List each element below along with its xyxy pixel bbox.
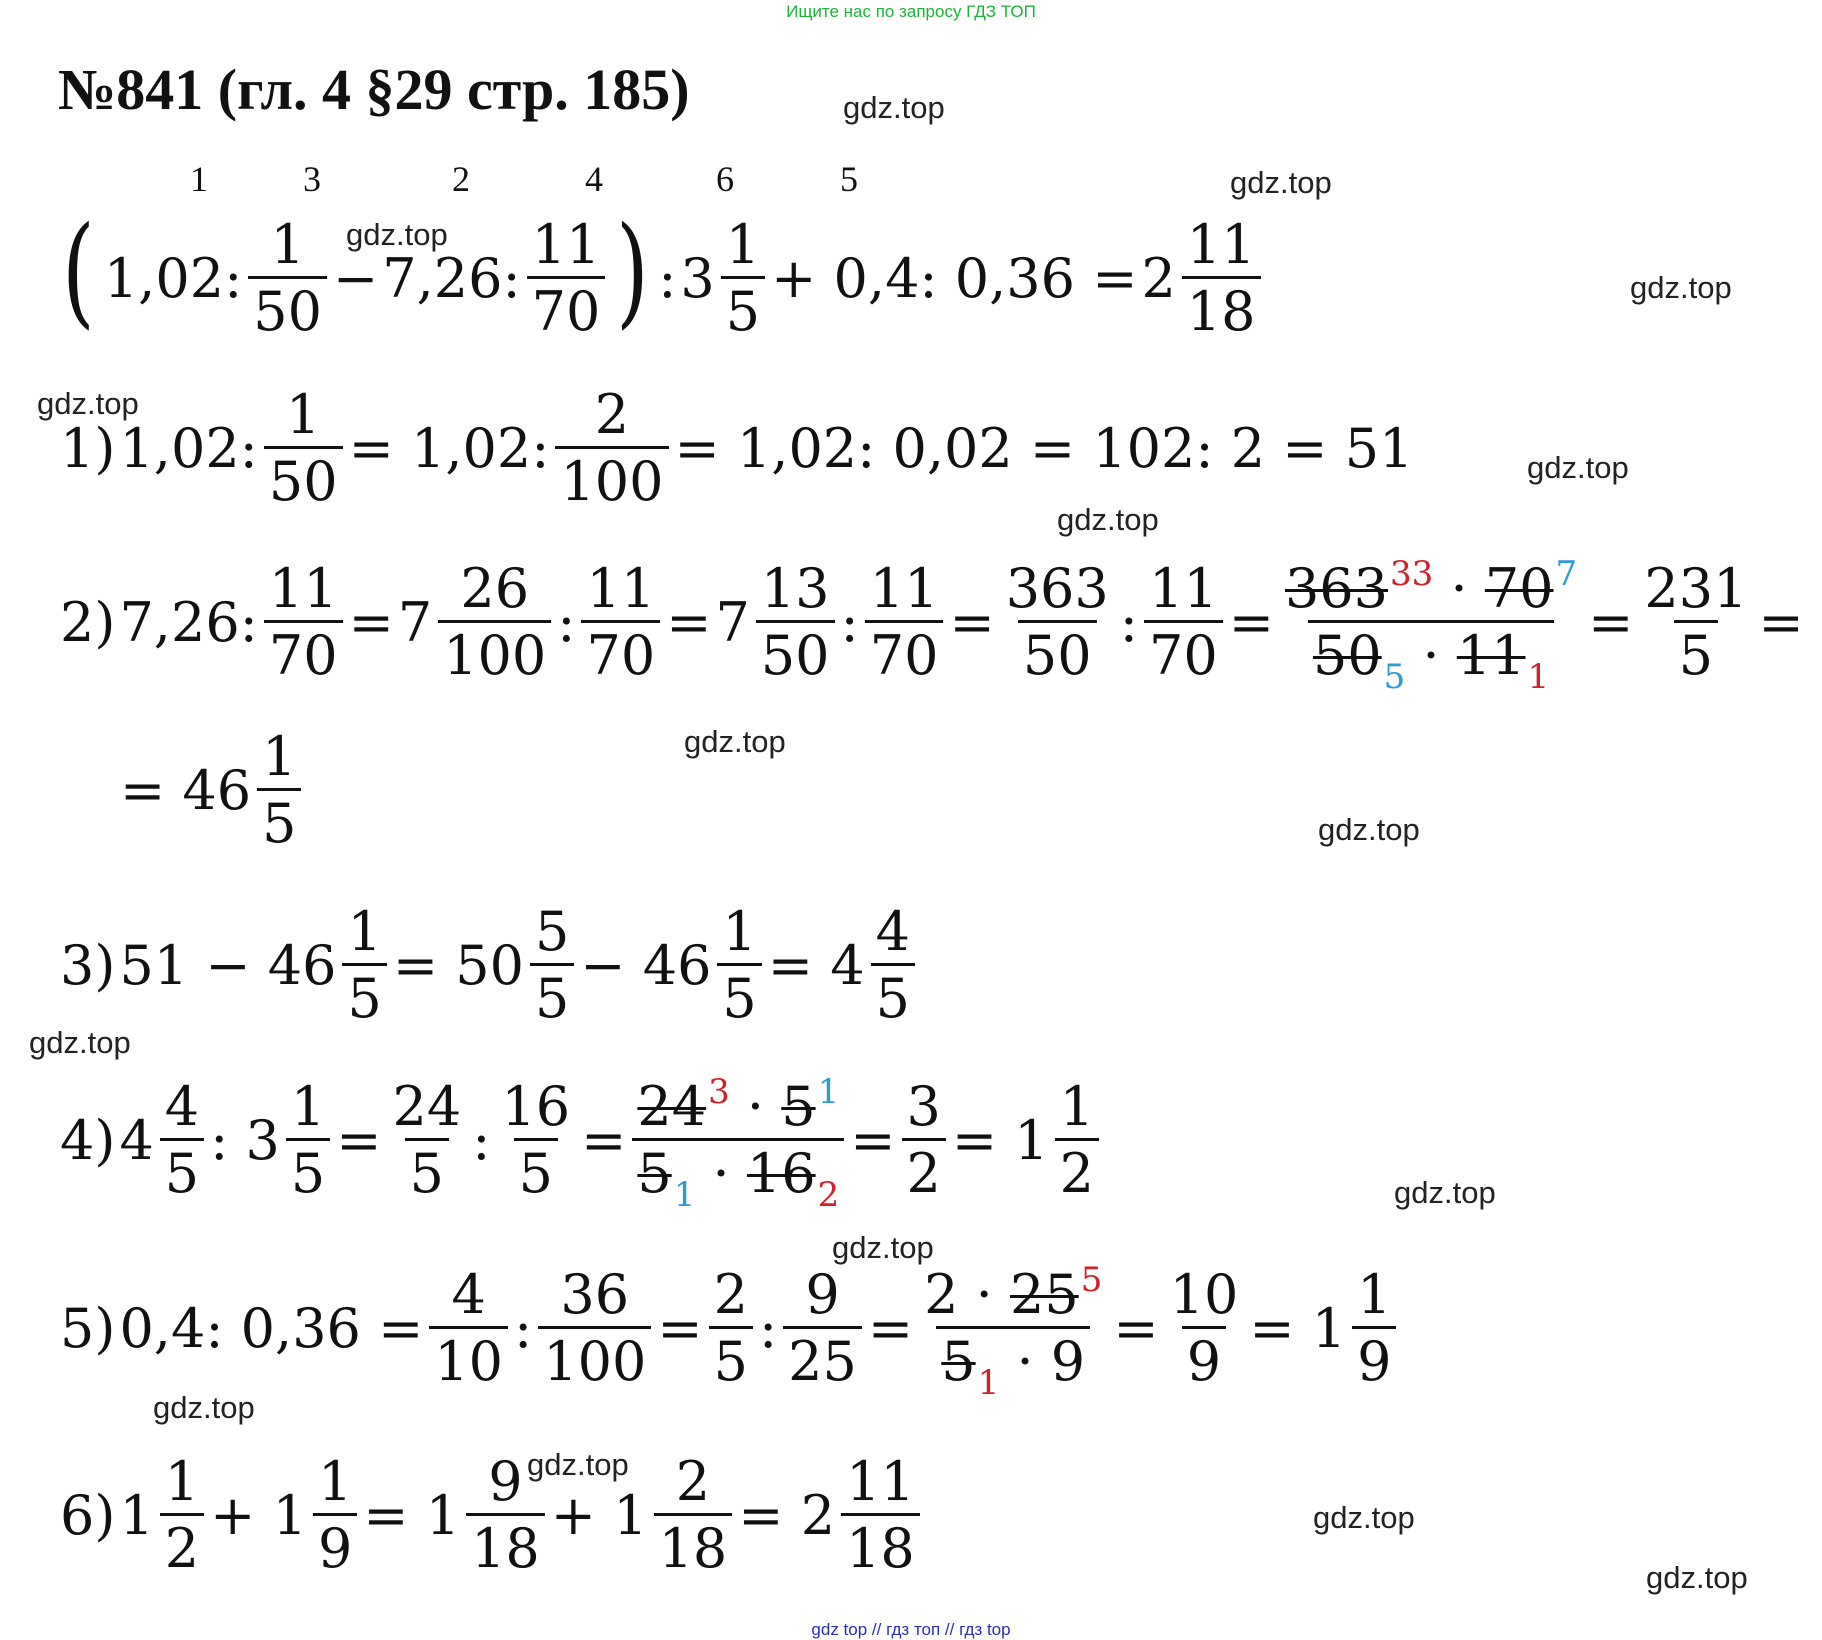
watermark: gdz.top [1646,1560,1748,1595]
fraction: $\frac{24}{5}$ [392,1075,462,1205]
order-number: 6 [716,159,734,199]
fraction: $\frac{363}{50}$ [1005,557,1109,687]
order-number: 1 [190,159,208,199]
fraction: $\frac{2}{100}$ [555,388,668,509]
page-title: №841 (гл. 4 §29 стр. 185) [58,57,690,122]
fraction: 26 100 [438,562,551,683]
fraction: 5 5 [530,905,574,1026]
fraction: $\frac{11}{70}$ [865,562,944,683]
order-number: 3 [303,159,321,199]
step-label: 6) [60,1484,116,1547]
fraction: 11 70 [527,218,606,339]
fraction: 1 9 [1352,1268,1396,1389]
step-4: 4) 4 4 5 : 3 $\frac{1}{5}$ = $\frac{24}{5}$ : $\frac{16}{5}$ = $\frac{24^3 \cdot 5^1}{5_1 \cdot 16_2}$ = $\frac{3}{2}$ = 1 1 2 [58,1080,1103,1201]
watermark: gdz.top [1527,450,1629,485]
watermark: gdz.top [1313,1500,1415,1535]
operator: − [332,247,379,310]
watermark: gdz.top [37,386,139,421]
fraction: $\frac{4}{10}$ [429,1268,508,1389]
fraction: 1 50 [248,218,327,339]
watermark: gdz.top [346,217,448,252]
operator: : [658,247,677,310]
order-number: 5 [840,159,858,199]
step-label: 5) [60,1297,116,1360]
term: + 0,4: 0,36 = [771,247,1138,310]
fraction: $\frac{1}{5}$ [717,905,761,1026]
fraction: $\frac{11}{70}$ [1144,562,1223,683]
step-label: 1) [60,417,116,480]
footer-links[interactable]: gdz top // гдз топ // гдз top [811,1620,1011,1639]
fraction: $\frac{1}{5}$ [342,905,386,1026]
watermark: gdz.top [1318,812,1420,847]
watermark: gdz.top [1394,1175,1496,1210]
watermark: gdz.top [843,90,945,125]
fraction: 1 5 [721,218,765,339]
paren-open: ( [62,201,95,341]
fraction: $\frac{10}{9}$ [1169,1263,1239,1393]
watermark: gdz.top [684,724,786,759]
fraction: $\frac{11}{70}$ [264,562,343,683]
fraction: $\frac{231}{5}$ [1644,557,1748,687]
fraction: 1 2 [160,1455,204,1576]
watermark: gdz.top [29,1025,131,1060]
main-expression [55,201,1265,343]
fraction: $\frac{36}{100}$ [538,1268,651,1389]
fraction: $\frac{3}{2}$ [902,1080,946,1201]
search-hint-link[interactable]: Ищите нас по запросу ГДЗ ТОП [786,2,1036,21]
fraction: $\frac{1}{50}$ [264,388,343,509]
fraction: 9 18 [466,1455,545,1576]
term: 7,26: [382,247,521,310]
step-2-continuation: = 46 1 5 [118,730,305,851]
watermark: gdz.top [1057,502,1159,537]
fraction: 11 18 [1182,218,1261,339]
order-number: 2 [452,159,470,199]
term: 3 [680,247,715,310]
watermark: gdz.top [527,1447,629,1482]
fraction: 13 50 [756,562,835,683]
watermark: gdz.top [153,1390,255,1425]
order-number: 4 [585,159,603,199]
step-2: 2) 7,26: $\frac{11}{70}$ = 7 26 100 : $\frac{11}{70}$ = 7 13 50 : $\frac{11}{70}$ = $\frac{363}{50}$ : $\frac{11}{70}$ = $\frac{363^{33} \cdot 70^7}{50_5 \cdot 11_1}$ = $\frac{231}{5}$ = [60,554,1804,697]
fraction: 4 5 [871,905,915,1026]
fraction: $\frac{2}{18}$ [654,1455,733,1576]
cancel-fraction: $\frac{24^3 \cdot 5^1}{5_1 \cdot 16_2}$ [632,1080,844,1201]
term: 2 [1141,247,1176,310]
fraction: 4 5 [160,1080,204,1201]
term: 1,02: [103,247,243,310]
cancel-fraction: $\frac{2 \cdot 25^5}{5_1 \cdot 9}$ [924,1260,1103,1403]
fraction: 1 2 [1055,1080,1099,1201]
step-1: 1) 1,02: $\frac{1}{50}$ = 1,02: $\frac{2}{100}$ = 1,02: 0,02 = 102: 2 = 51 [60,383,1414,513]
fraction: $\frac{1}{9}$ [313,1455,357,1576]
step-label: 4) [60,1109,116,1172]
fraction: $\frac{2}{5}$ [709,1268,753,1389]
step-label: 2) [60,591,116,654]
fraction: $\frac{9}{25}$ [783,1268,862,1389]
step-5: 5) 0,4: 0,36 = $\frac{4}{10}$ : $\frac{36}{100}$ = $\frac{2}{5}$ : $\frac{9}{25}$ = $\frac{2 \cdot 25^5}{5_1 \cdot 9}$ = $\frac{10}{9}$ = 1 1 9 [58,1268,1400,1389]
fraction: 1 5 [257,730,301,851]
cancel-fraction: $\frac{363^{33} \cdot 70^7}{50_5 \cdot 11_1}$ [1284,554,1578,697]
watermark: gdz.top [832,1230,934,1265]
paren-close: ) [616,201,650,341]
watermark: gdz.top [1630,270,1732,305]
watermark: gdz.top [1230,165,1332,200]
fraction: $\frac{11}{70}$ [581,562,660,683]
step-3: 3) 51 − 46 $\frac{1}{5}$ = 50 5 5 − 46 $\frac{1}{5}$ = 4 4 5 [58,905,919,1026]
fraction: $\frac{1}{5}$ [286,1080,330,1201]
fraction: 11 18 [841,1455,920,1576]
step-6: 6) 1 1 2 + 1 $\frac{1}{9}$ = 1 9 18 + 1 $\frac{2}{18}$ = 2 11 18 [58,1455,924,1576]
step-label: 3) [60,934,116,997]
fraction: $\frac{16}{5}$ [501,1075,571,1205]
